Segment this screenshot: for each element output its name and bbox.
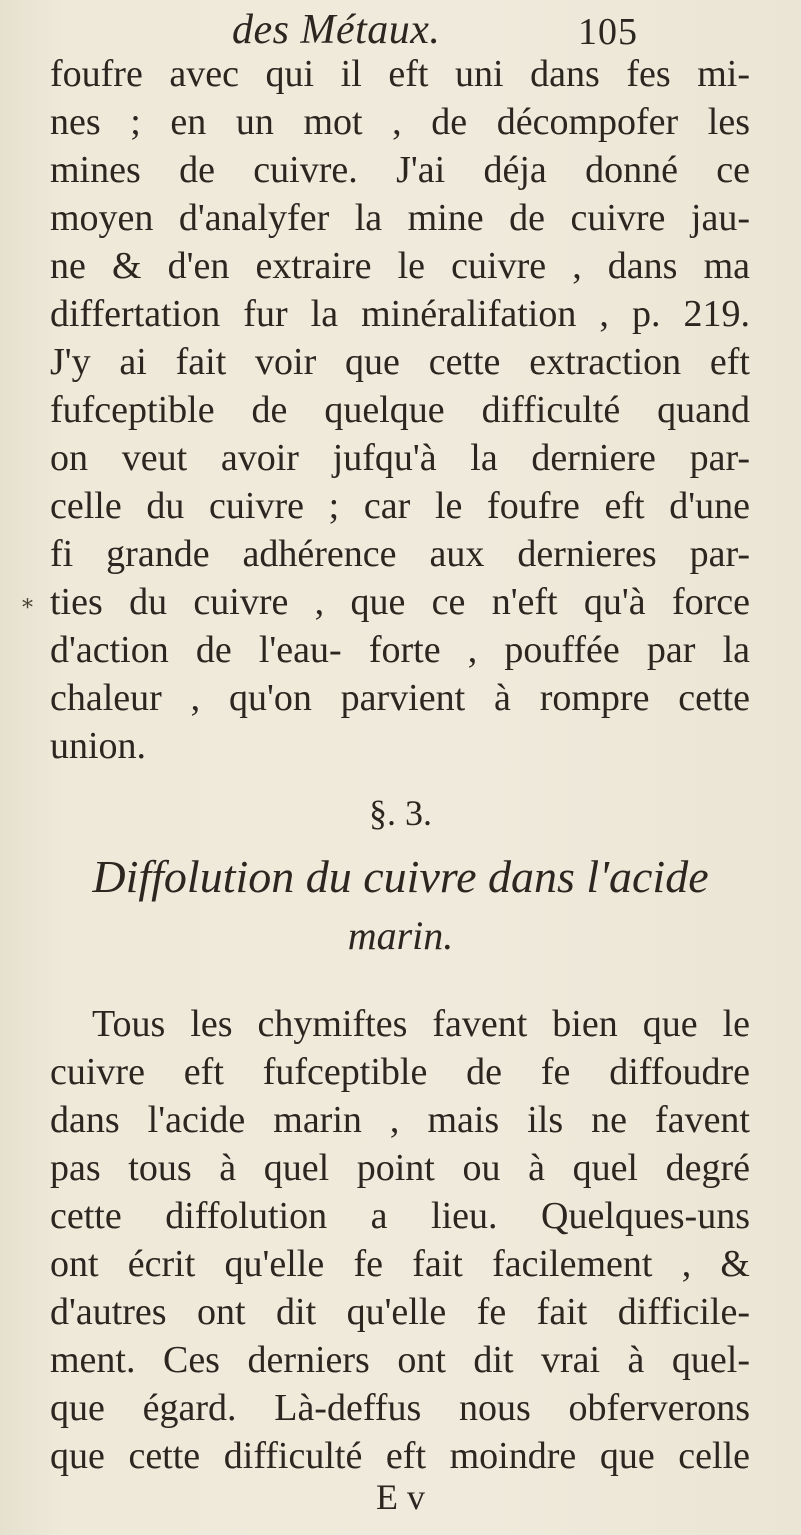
section-number: §. 3. [369,793,432,833]
text-line: d'action de l'eau- forte , pouffée par la [50,629,750,671]
margin-asterisk: * [22,596,33,621]
text-line: chaleur , qu'on parvient à rompre cette [50,677,750,719]
section-title: Diffolution du cuivre dans l'acide [92,851,709,902]
text-line: differtation fur la minéralifation , p. 219. [50,293,750,335]
text-line: ont écrit qu'elle fe fait facilement , & [50,1243,750,1285]
page-header [0,6,801,56]
text-line: Tous les chymiftes favent bien que le [92,1003,750,1045]
text-line: nes ; en un mot , de décompofer les [50,101,750,143]
text-line: fufceptible de quelque difficulté quand [50,389,750,431]
page-number: 105 [578,11,638,53]
text-line: pas tous à quel point ou à quel degré [50,1147,750,1189]
text-line: ne & d'en extraire le cuivre , dans ma [50,245,750,287]
text-line: union. [50,725,147,767]
section-title-continuation: marin. [347,913,454,958]
text-line: foufre avec qui il eft uni dans fes mi- [50,53,750,95]
text-line: ment. Ces derniers ont dit vrai à quel- [50,1339,750,1381]
text-line: celle du cuivre ; car le foufre eft d'une [50,485,750,527]
text-line: que égard. Là-deffus nous obferverons [50,1387,750,1429]
text-line: dans l'acide marin , mais ils ne favent [50,1099,750,1141]
text-line: on veut avoir jufqu'à la derniere par- [50,437,750,479]
text-line: mines de cuivre. J'ai déja donné ce [50,149,750,191]
running-title: des Métaux. [232,7,441,53]
text-line: moyen d'analyfer la mine de cuivre jau- [50,197,750,239]
signature-mark: E v [376,1477,425,1517]
text-line: que cette difficulté eft moindre que celle [50,1435,750,1477]
text-line: ties du cuivre , que ce n'eft qu'à force [50,581,750,623]
text-line: J'y ai fait voir que cette extraction eft [50,341,750,383]
text-line: cette diffolution a lieu. Quelques-uns [50,1195,750,1237]
text-line: cuivre eft fufceptible de fe diffoudre [50,1051,750,1093]
text-line: fi grande adhérence aux dernieres par- [50,533,750,575]
text-line: d'autres ont dit qu'elle fe fait difficile- [50,1291,750,1333]
